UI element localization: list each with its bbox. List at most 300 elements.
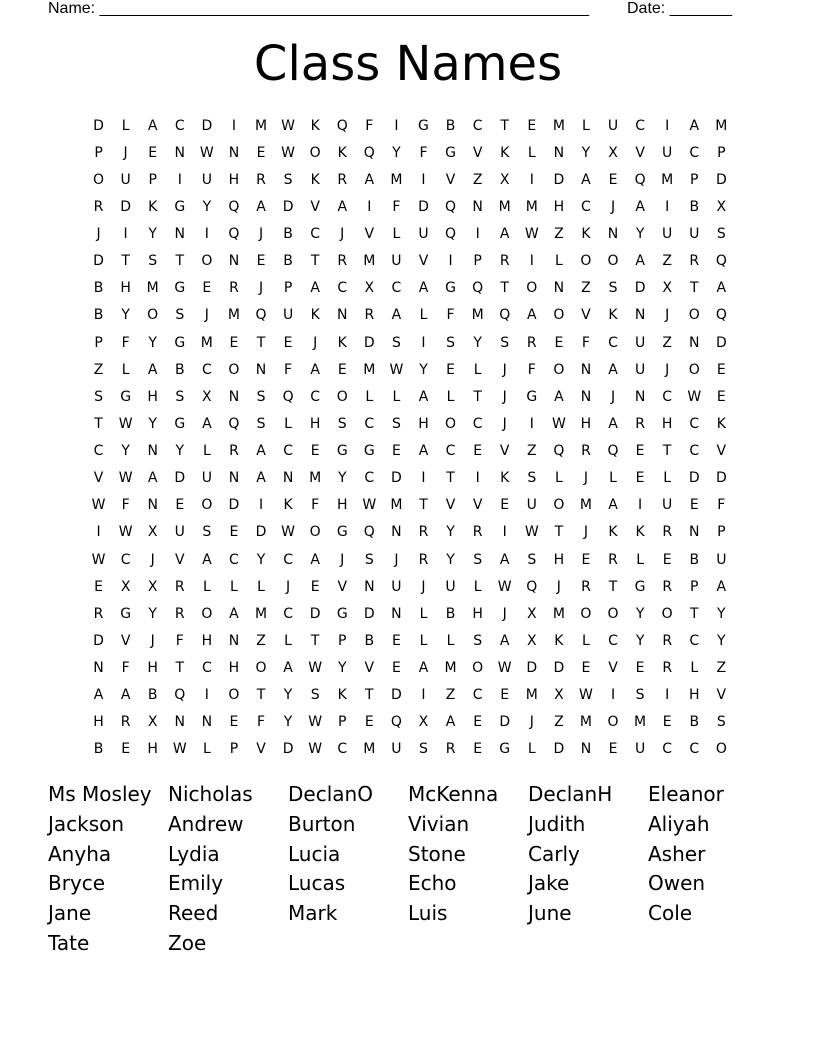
grid-letter: F: [256, 714, 266, 731]
grid-letter: M: [254, 605, 268, 622]
grid-letter: T: [662, 443, 672, 460]
grid-letter: G: [363, 443, 375, 460]
grid-letter: F: [121, 334, 130, 351]
grid-letter: F: [527, 361, 536, 378]
grid-letter: V: [635, 144, 645, 161]
grid-letter: L: [230, 578, 238, 595]
grid-letter: W: [91, 551, 106, 568]
grid-letter: S: [175, 388, 185, 405]
grid-letter: R: [445, 741, 456, 758]
grid-letter: Y: [419, 361, 428, 378]
grid-letter: Y: [148, 605, 157, 622]
grid-letter: K: [554, 632, 564, 649]
grid-letter: C: [310, 388, 321, 405]
grid-letter: W: [362, 497, 377, 514]
word-list-item: DeclanO: [288, 782, 373, 806]
grid-letter: C: [310, 226, 321, 243]
grid-letter: C: [608, 632, 618, 649]
grid-letter: C: [201, 361, 212, 378]
grid-letter: N: [580, 388, 592, 405]
word-list-item: Cole: [648, 901, 693, 926]
grid-letter: O: [688, 307, 700, 324]
grid-letter: B: [445, 117, 456, 134]
grid-letter: T: [256, 334, 266, 351]
grid-letter: Q: [282, 388, 294, 405]
grid-letter: L: [473, 361, 482, 378]
grid-letter: C: [689, 144, 700, 161]
grid-letter: Q: [634, 171, 646, 188]
grid-letter: A: [716, 280, 727, 297]
grid-letter: F: [365, 117, 374, 134]
grid-letter: M: [552, 117, 565, 134]
grid-letter: T: [175, 253, 185, 270]
grid-letter: E: [310, 443, 320, 460]
grid-letter: I: [177, 171, 182, 188]
grid-letter: J: [529, 714, 534, 731]
grid-letter: S: [527, 470, 537, 487]
grid-letter: M: [363, 741, 376, 758]
grid-letter: I: [529, 253, 534, 270]
grid-letter: N: [147, 497, 158, 514]
grid-letter: J: [610, 198, 616, 215]
grid-letter: R: [662, 632, 673, 649]
grid-letter: W: [579, 687, 593, 704]
grid-letter: A: [202, 551, 212, 568]
grid-letter: U: [526, 497, 537, 514]
grid-letter: Z: [472, 171, 483, 188]
grid-letter: K: [716, 415, 726, 432]
grid-letter: R: [662, 578, 673, 595]
grid-letter: W: [308, 660, 323, 677]
grid-letter: N: [580, 361, 592, 378]
grid-letter: P: [94, 334, 103, 351]
grid-letter: I: [204, 687, 209, 704]
grid-letter: C: [283, 605, 293, 622]
grid-letter: O: [201, 497, 213, 514]
grid-letter: G: [336, 524, 348, 541]
grid-letter: U: [282, 307, 294, 324]
grid-letter: M: [309, 470, 322, 487]
grid-letter: H: [553, 551, 565, 568]
word-list: [48, 780, 768, 959]
grid-letter: G: [526, 388, 538, 405]
grid-letter: W: [281, 144, 295, 161]
grid-letter: T: [256, 687, 266, 704]
grid-letter: Y: [635, 226, 645, 243]
grid-letter: I: [502, 524, 507, 541]
grid-letter: H: [688, 687, 700, 704]
grid-letter: H: [201, 632, 213, 649]
grid-letter: I: [529, 171, 534, 188]
grid-letter: S: [419, 741, 428, 758]
grid-letter: D: [553, 171, 565, 188]
grid-letter: L: [473, 578, 482, 595]
grid-letter: I: [421, 470, 426, 487]
grid-letter: F: [419, 144, 428, 161]
grid-letter: L: [419, 632, 428, 649]
grid-letter: A: [256, 198, 266, 215]
grid-letter: H: [147, 660, 158, 677]
grid-letter: E: [608, 171, 618, 188]
grid-letter: K: [337, 334, 347, 351]
grid-letter: O: [201, 253, 213, 270]
grid-letter: T: [121, 253, 130, 270]
grid-letter: F: [392, 198, 401, 215]
grid-letter: L: [446, 632, 455, 649]
word-list-item: Bryce: [48, 871, 106, 896]
grid-letter: X: [608, 144, 618, 161]
grid-letter: E: [635, 443, 645, 460]
grid-letter: S: [500, 334, 510, 351]
grid-letter: O: [445, 415, 457, 432]
grid-letter: K: [283, 497, 293, 514]
grid-letter: O: [309, 524, 321, 541]
grid-letter: Y: [717, 632, 726, 649]
grid-letter: A: [391, 307, 402, 324]
grid-letter: J: [340, 226, 345, 243]
grid-letter: L: [202, 741, 211, 758]
grid-letter: O: [553, 307, 565, 324]
grid-letter: I: [421, 171, 426, 188]
grid-letter: T: [310, 253, 320, 270]
grid-letter: O: [201, 605, 213, 622]
grid-letter: U: [418, 226, 429, 243]
grid-letter: W: [497, 578, 512, 595]
grid-letter: A: [310, 551, 320, 568]
grid-letter: S: [256, 388, 266, 405]
grid-letter: D: [282, 741, 294, 758]
grid-letter: U: [445, 578, 456, 595]
grid-letter: A: [554, 388, 564, 405]
grid-letter: P: [473, 253, 482, 270]
grid-letter: L: [121, 361, 130, 378]
grid-letter: E: [662, 551, 672, 568]
grid-letter: H: [336, 497, 348, 514]
grid-letter: J: [665, 307, 670, 324]
grid-letter: Y: [148, 415, 157, 432]
grid-letter: T: [365, 687, 374, 704]
word-list-item: Stone: [408, 841, 466, 866]
grid-letter: O: [526, 280, 538, 297]
grid-letter: M: [661, 171, 674, 188]
grid-letter: R: [581, 578, 591, 595]
grid-letter: Q: [472, 280, 484, 297]
grid-letter: B: [689, 551, 700, 568]
grid-letter: W: [687, 388, 702, 405]
grid-letter: U: [662, 226, 673, 243]
grid-letter: M: [498, 198, 511, 215]
grid-letter: O: [93, 171, 105, 188]
grid-letter: W: [118, 415, 133, 432]
grid-letter: A: [337, 198, 348, 215]
word-list-item: Anyha: [48, 841, 112, 866]
grid-letter: E: [283, 334, 293, 351]
grid-letter: S: [391, 334, 401, 351]
grid-letter: W: [281, 524, 295, 541]
grid-letter: J: [150, 632, 155, 649]
grid-letter: U: [716, 551, 727, 568]
word-list-item: June: [528, 901, 572, 926]
grid-letter: O: [580, 253, 592, 270]
grid-letter: L: [582, 632, 590, 649]
page-title: Class Names: [253, 36, 563, 92]
grid-letter: C: [445, 443, 456, 460]
grid-letter: Y: [717, 605, 726, 622]
grid-letter: B: [283, 253, 293, 270]
grid-letter: P: [717, 144, 726, 161]
grid-letter: U: [174, 524, 185, 541]
grid-letter: M: [525, 687, 538, 704]
grid-letter: I: [96, 524, 101, 541]
grid-letter: G: [174, 334, 186, 351]
grid-letter: A: [581, 171, 591, 188]
grid-letter: V: [120, 632, 131, 649]
grid-letter: D: [282, 198, 294, 215]
grid-letter: K: [581, 226, 591, 243]
grid-letter: C: [337, 280, 348, 297]
grid-letter: Y: [148, 334, 157, 351]
grid-letter: D: [120, 198, 131, 215]
grid-letter: L: [446, 388, 455, 405]
grid-letter: E: [94, 578, 103, 595]
grid-letter: V: [472, 144, 483, 161]
grid-letter: M: [390, 171, 403, 188]
grid-letter: B: [93, 307, 104, 324]
grid-letter: Q: [336, 117, 348, 134]
grid-letter: D: [309, 605, 321, 622]
grid-letter: Q: [228, 226, 240, 243]
grid-letter: D: [228, 497, 240, 514]
grid-letter: O: [228, 687, 240, 704]
grid-letter: J: [313, 334, 318, 351]
grid-letter: H: [93, 714, 104, 731]
grid-letter: J: [421, 578, 426, 595]
grid-letter: I: [529, 415, 534, 432]
grid-letter: P: [338, 714, 347, 731]
grid-letter: Y: [283, 714, 293, 731]
grid-letter: O: [553, 361, 565, 378]
grid-letter: M: [363, 361, 376, 378]
grid-letter: D: [553, 741, 565, 758]
grid-letter: R: [174, 605, 185, 622]
grid-letter: U: [662, 144, 673, 161]
grid-letter: V: [310, 198, 320, 215]
grid-letter: Q: [445, 198, 457, 215]
grid-letter: U: [607, 117, 619, 134]
grid-letter: N: [337, 307, 348, 324]
grid-letter: A: [364, 171, 375, 188]
grid-letter: R: [472, 524, 483, 541]
grid-letter: X: [364, 280, 375, 297]
grid-letter: E: [689, 497, 699, 514]
grid-letter: Q: [445, 226, 457, 243]
grid-letter: H: [228, 660, 240, 677]
grid-letter: Q: [526, 578, 538, 595]
grid-letter: B: [147, 687, 158, 704]
grid-letter: V: [337, 578, 348, 595]
word-list-item: Jackson: [48, 811, 125, 836]
grid-letter: W: [308, 714, 323, 731]
grid-letter: N: [255, 361, 267, 378]
word-list-item: Eleanor: [648, 782, 724, 806]
grid-letter: T: [473, 388, 482, 405]
grid-letter: A: [229, 605, 239, 622]
grid-letter: Z: [554, 226, 564, 243]
grid-letter: O: [688, 361, 700, 378]
grid-letter: E: [500, 687, 510, 704]
grid-letter: D: [363, 334, 375, 351]
grid-letter: A: [147, 361, 158, 378]
grid-letter: L: [284, 415, 292, 432]
grid-letter: E: [391, 660, 401, 677]
grid-letter: S: [716, 714, 726, 731]
grid-letter: L: [527, 741, 536, 758]
grid-letter: Q: [363, 524, 375, 541]
grid-letter: M: [579, 714, 592, 731]
grid-letter: H: [309, 415, 321, 432]
grid-letter: M: [390, 497, 403, 514]
word-list-item: Lucas: [288, 871, 346, 896]
grid-letter: E: [337, 361, 347, 378]
grid-letter: E: [635, 470, 645, 487]
grid-letter: F: [121, 497, 130, 514]
grid-letter: T: [500, 280, 509, 297]
grid-letter: L: [554, 470, 563, 487]
grid-letter: L: [554, 253, 563, 270]
grid-letter: X: [147, 578, 158, 595]
grid-letter: H: [661, 415, 673, 432]
grid-letter: H: [120, 280, 131, 297]
grid-letter: C: [174, 117, 185, 134]
grid-letter: L: [419, 605, 428, 622]
grid-letter: V: [418, 253, 429, 270]
grid-letter: U: [662, 497, 673, 514]
word-list-item: DeclanH: [528, 782, 613, 806]
grid-letter: L: [392, 226, 401, 243]
grid-letter: Z: [716, 660, 727, 677]
grid-letter: C: [472, 117, 483, 134]
grid-letter: D: [93, 117, 104, 134]
grid-letter: M: [579, 497, 592, 514]
name-field: Name: _______________________________________________________: [48, 0, 589, 17]
grid-letter: F: [581, 334, 590, 351]
grid-letter: L: [202, 578, 211, 595]
grid-letter: G: [336, 605, 348, 622]
grid-letter: Y: [446, 524, 455, 541]
grid-letter: W: [497, 660, 512, 677]
grid-letter: E: [500, 497, 510, 514]
grid-letter: S: [446, 334, 455, 351]
grid-letter: J: [502, 415, 507, 432]
grid-letter: C: [201, 660, 212, 677]
grid-letter: V: [445, 171, 456, 188]
word-list-item: Owen: [648, 871, 706, 896]
grid-letter: J: [665, 361, 670, 378]
grid-letter: P: [229, 741, 239, 758]
grid-letter: Q: [255, 307, 267, 324]
grid-letter: W: [308, 741, 323, 758]
grid-letter: H: [580, 415, 592, 432]
grid-letter: Q: [390, 714, 402, 731]
grid-letter: S: [608, 280, 618, 297]
grid-letter: C: [472, 687, 483, 704]
grid-letter: M: [444, 660, 457, 677]
grid-letter: R: [364, 307, 375, 324]
grid-letter: E: [256, 144, 266, 161]
grid-letter: D: [688, 470, 700, 487]
grid-letter: G: [336, 443, 348, 460]
grid-letter: E: [310, 578, 320, 595]
grid-letter: Z: [662, 334, 672, 351]
grid-letter: W: [118, 524, 133, 541]
grid-letter: A: [689, 117, 700, 134]
grid-letter: R: [608, 551, 618, 568]
grid-letter: K: [608, 307, 618, 324]
grid-letter: X: [716, 198, 727, 215]
grid-letter: D: [553, 660, 565, 677]
grid-letter: S: [148, 253, 158, 270]
grid-letter: P: [690, 171, 699, 188]
grid-letter: A: [418, 660, 429, 677]
grid-letter: B: [689, 198, 700, 215]
grid-letter: I: [421, 334, 426, 351]
grid-letter: S: [94, 388, 103, 405]
grid-letter: V: [174, 551, 185, 568]
grid-letter: Y: [635, 605, 645, 622]
grid-letter: N: [580, 741, 592, 758]
grid-letter: B: [93, 280, 104, 297]
grid-letter: J: [340, 551, 345, 568]
grid-letter: A: [147, 117, 158, 134]
grid-letter: J: [258, 280, 264, 297]
grid-letter: B: [93, 741, 104, 758]
grid-letter: V: [256, 741, 266, 758]
grid-letter: M: [254, 117, 268, 134]
grid-letter: Z: [256, 632, 266, 649]
grid-letter: Q: [553, 443, 565, 460]
grid-letter: N: [634, 307, 646, 324]
grid-letter: R: [499, 253, 510, 270]
grid-letter: E: [256, 253, 266, 270]
grid-letter: U: [689, 226, 700, 243]
grid-letter: I: [258, 497, 264, 514]
grid-letter: L: [609, 470, 617, 487]
word-list-item: Burton: [288, 811, 356, 836]
grid-letter: L: [582, 117, 590, 134]
grid-letter: K: [337, 144, 347, 161]
grid-letter: U: [634, 741, 646, 758]
grid-letter: A: [635, 253, 645, 270]
grid-letter: N: [228, 632, 240, 649]
grid-letter: S: [310, 687, 320, 704]
grid-letter: X: [554, 687, 564, 704]
grid-letter: I: [665, 687, 670, 704]
grid-letter: C: [364, 415, 375, 432]
grid-letter: A: [147, 470, 158, 487]
grid-letter: V: [499, 443, 510, 460]
grid-letter: P: [94, 144, 103, 161]
grid-letter: M: [525, 198, 538, 215]
grid-letter: Q: [715, 307, 727, 324]
grid-letter: C: [689, 741, 700, 758]
grid-letter: F: [311, 497, 320, 514]
grid-letter: D: [93, 253, 104, 270]
grid-letter: L: [636, 551, 644, 568]
grid-letter: J: [556, 578, 561, 595]
grid-letter: E: [202, 280, 212, 297]
grid-letter: A: [635, 198, 645, 215]
grid-letter: T: [94, 415, 103, 432]
